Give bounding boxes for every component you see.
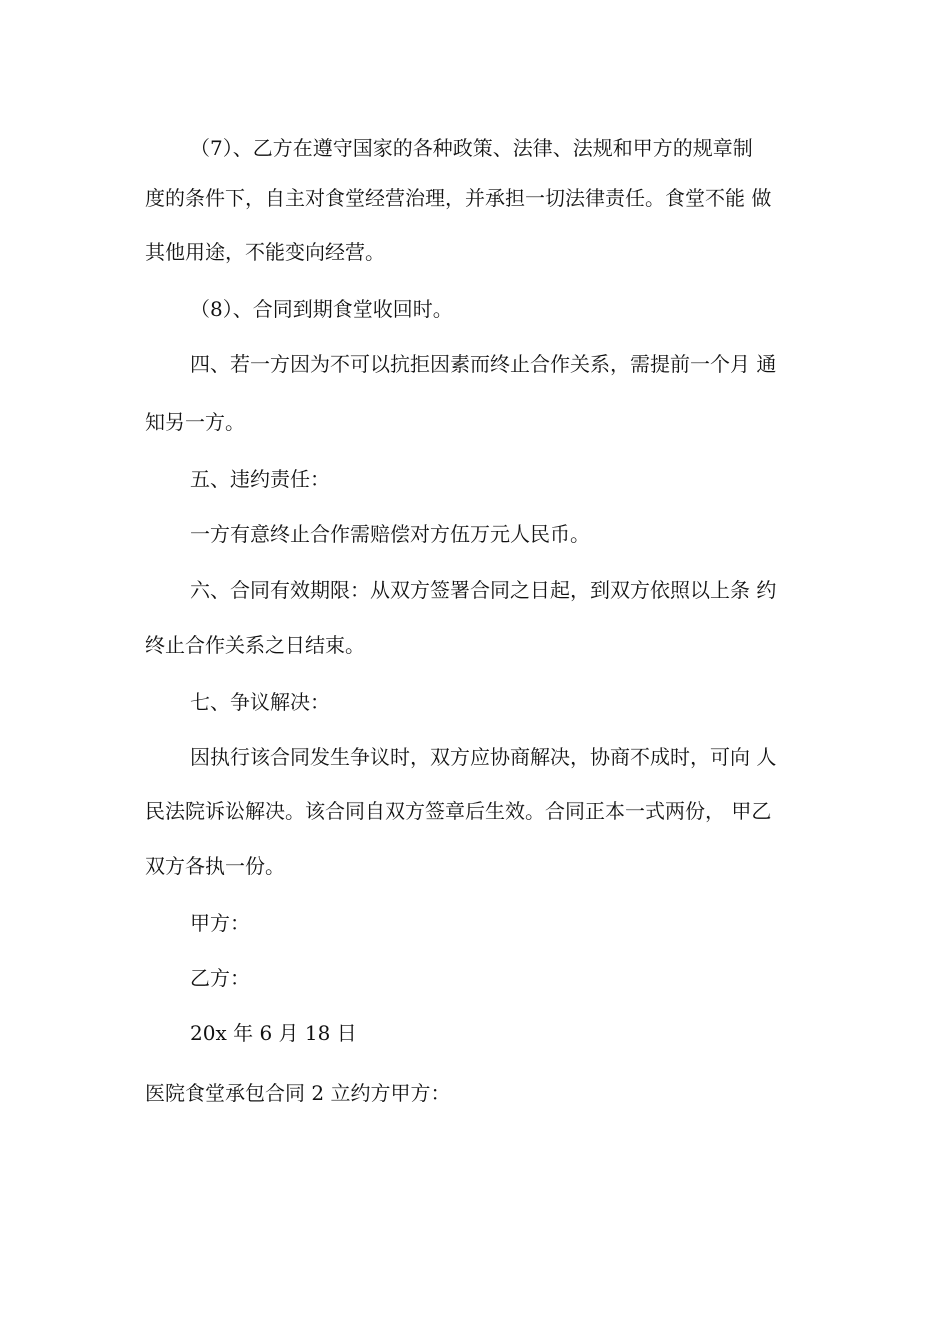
date-line: 20x 年 6 月 18 日 (190, 1021, 357, 1045)
section-4-line-2: 知另一方。 (145, 410, 245, 434)
section-6-line-2: 终止合作关系之日结束。 (145, 633, 365, 657)
section-7-heading: 七、争议解决： (190, 690, 330, 714)
section-6-line-1: 六、合同有效期限：从双方签署合同之日起，到双方依照以上条 约 (190, 578, 777, 602)
next-contract-title: 医院食堂承包合同 2 立约方甲方： (145, 1081, 451, 1105)
party-a-label: 甲方： (190, 911, 250, 935)
section-7-line-3: 双方各执一份。 (145, 854, 285, 878)
clause-7-line-1: （7）、乙方在遵守国家的各种政策、法律、法规和甲方的规章制 (190, 136, 753, 160)
clause-7-line-2: 度的条件下，自主对食堂经营治理，并承担一切法律责任。食堂不能 做 (145, 186, 772, 210)
section-4-line-1: 四、若一方因为不可以抗拒因素而终止合作关系，需提前一个月 通 (190, 352, 777, 376)
section-7-line-2: 民法院诉讼解决。该合同自双方签章后生效。合同正本一式两份， 甲乙 (145, 799, 772, 823)
section-7-line-1: 因执行该合同发生争议时，双方应协商解决，协商不成时，可向 人 (190, 745, 777, 769)
party-b-label: 乙方： (190, 966, 250, 990)
section-5-heading: 五、违约责任： (190, 467, 330, 491)
clause-7-line-3: 其他用途，不能变向经营。 (145, 240, 385, 264)
clause-8-line: （8）、合同到期食堂收回时。 (190, 297, 453, 321)
section-5-body: 一方有意终止合作需赔偿对方伍万元人民币。 (190, 522, 590, 546)
